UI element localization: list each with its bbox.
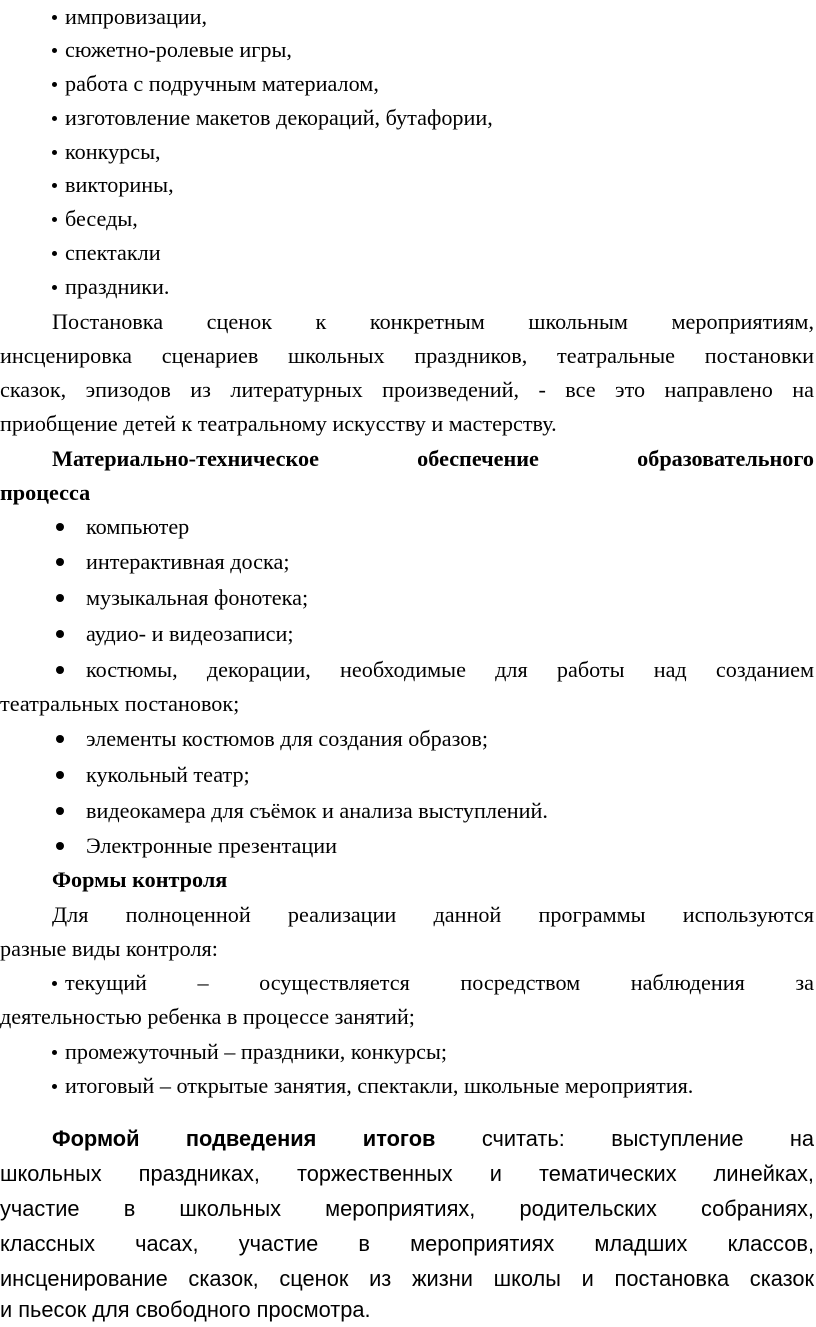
bullet-icon bbox=[52, 116, 57, 121]
section-heading: процесса bbox=[0, 480, 91, 505]
bullet-icon bbox=[56, 594, 64, 602]
list-item-continuation: театральных постановок; bbox=[0, 691, 240, 716]
paragraph-line: инсценировка сценариев школьных праздников, театральные постановки bbox=[0, 343, 814, 368]
list-item: импровизации, bbox=[0, 0, 816, 34]
list-item: аудио- и видеозаписи; bbox=[0, 617, 816, 651]
bullet-icon bbox=[56, 807, 64, 815]
bullet-icon bbox=[52, 150, 57, 155]
bullet-icon bbox=[56, 771, 64, 779]
bullet-icon bbox=[52, 15, 57, 20]
list-item: кукольный театр; bbox=[0, 758, 816, 792]
list-item: изготовление макетов декораций, бутафории, bbox=[0, 101, 816, 135]
section-heading: Формы контроля bbox=[52, 867, 228, 892]
paragraph-line: Для полноценной реализации данной программы используются bbox=[52, 902, 814, 927]
list-item: компьютер bbox=[0, 510, 816, 544]
bullet-icon bbox=[56, 842, 64, 850]
list-item: беседы, bbox=[0, 202, 816, 236]
list-item: музыкальная фонотека; bbox=[0, 581, 816, 615]
paragraph-line: Постановка сценок к конкретным школьным мероприятиям, bbox=[52, 309, 814, 334]
paragraph-line: разные виды контроля: bbox=[0, 936, 218, 961]
bullet-icon bbox=[56, 558, 64, 566]
bullet-icon bbox=[56, 523, 64, 531]
summary-line: и пьесок для свободного просмотра. bbox=[0, 1297, 371, 1322]
list-item: викторины, bbox=[0, 168, 816, 202]
summary-line: Формой подведения итогов считать: выступление на bbox=[52, 1126, 814, 1151]
summary-line: классных часах, участие в мероприятиях младших классов, bbox=[0, 1231, 814, 1256]
list-item: элементы костюмов для создания образов; bbox=[0, 722, 816, 756]
summary-line: инсценирование сказок, сценок из жизни школы и постановка сказок bbox=[0, 1266, 814, 1291]
list-item-continuation: деятельностью ребенка в процессе занятий; bbox=[0, 1004, 415, 1029]
bullet-icon bbox=[52, 981, 57, 986]
list-item: Электронные презентации bbox=[0, 829, 816, 863]
section-heading: Материально-техническое обеспечение образовательного bbox=[52, 446, 814, 471]
list-item: праздники. bbox=[0, 270, 816, 304]
summary-line: участие в школьных мероприятиях, родительских собраниях, bbox=[0, 1196, 814, 1221]
list-item: итоговый – открытые занятия, спектакли, школьные мероприятия. bbox=[0, 1069, 816, 1103]
bullet-icon bbox=[52, 217, 57, 222]
bullet-icon bbox=[56, 666, 64, 674]
list-item: костюмы, декорации, необходимые для работы над созданием bbox=[0, 653, 814, 687]
list-item: спектакли bbox=[0, 236, 816, 270]
bullet-icon bbox=[52, 285, 57, 290]
list-item: конкурсы, bbox=[0, 135, 816, 169]
bullet-icon bbox=[56, 735, 64, 743]
list-item: промежуточный – праздники, конкурсы; bbox=[0, 1035, 816, 1069]
bullet-icon bbox=[52, 251, 57, 256]
list-item: текущий – осуществляется посредством наблюдения за bbox=[0, 966, 814, 1000]
bullet-icon bbox=[52, 1050, 57, 1055]
bullet-icon bbox=[52, 1084, 57, 1089]
list-item: сюжетно-ролевые игры, bbox=[0, 33, 816, 67]
list-item: интерактивная доска; bbox=[0, 545, 816, 579]
bullet-icon bbox=[56, 630, 64, 638]
summary-line: школьных праздниках, торжественных и тематических линейках, bbox=[0, 1161, 814, 1186]
bullet-icon bbox=[52, 183, 57, 188]
paragraph-line: сказок, эпизодов из литературных произведений, - все это направлено на bbox=[0, 377, 814, 402]
list-item: видеокамера для съёмок и анализа выступлений. bbox=[0, 794, 816, 828]
bullet-icon bbox=[52, 82, 57, 87]
list-item: работа с подручным материалом, bbox=[0, 67, 816, 101]
bullet-icon bbox=[52, 48, 57, 53]
paragraph-line: приобщение детей к театральному искусству и мастерству. bbox=[0, 411, 557, 436]
